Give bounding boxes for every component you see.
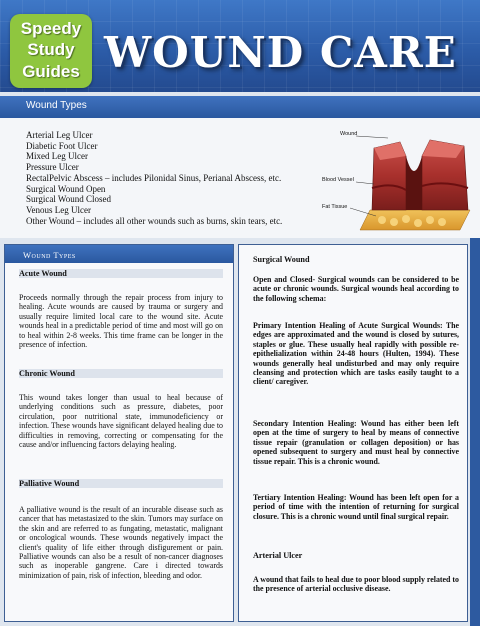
logo-line-1: Speedy (20, 19, 82, 38)
wound-types-overview (0, 96, 480, 238)
surgical-intro-text: Open and Closed- Surgical wounds can be considered to be acute or chronic wounds. Surgical wounds heal according to the following schema: (253, 275, 459, 303)
arterial-ulcer-text: A wound that fails to heal due to poor blood supply related to the presence of arterial occlusive disease. (253, 575, 459, 594)
list-item: Venous Leg Ulcer (26, 204, 91, 215)
surgical-wound-title: Surgical Wound (253, 255, 310, 264)
chronic-wound-text: This wound takes longer than usual to heal because of underlying conditions such as pressure, diabetes, poor circulation, poor nutritional state, immunodeficiency or infection. These wounds have significant delayed healing due to difficulties in removing, correcting or compensating for the cause and/or influencing factors delaying healing. (19, 393, 223, 450)
list-item: Mixed Leg Ulcer (26, 151, 88, 162)
list-item: Surgical Wound Open (26, 183, 106, 194)
page-edge-rail (470, 238, 480, 626)
section-label: Wound Types (26, 100, 87, 111)
label-wound: Wound (340, 131, 358, 137)
primary-intention-text: Primary Intention Healing of Acute Surgical Wounds: The edges are approximated and the wound is closed by sutures, staples or glue. These usually heal rapidly with possible re-epithelialization within 24-48 hours (Hulten, 1994). These wounds generally heal undisturbed and may only require cleansing and protection which are tasks easily taught to a client/ caregiver. (253, 321, 459, 387)
palliative-wound-text: A palliative wound is the result of an incurable disease such as cancer that has metastasized to the skin. Tumors may surface on the skin and are referred to as fungating, metastatic, malignant or oncological wounds. These wounds negatively impact the client's quality of life either through disfigurement or pain. Palliative wounds can also be a result of non-cancer diagnoses such as inoperable gangrene. Care i directed towards minimization of pain, risk of infection, bleeding and odor. (19, 505, 223, 580)
list-item: Surgical Wound Closed (26, 194, 111, 205)
tertiary-intention-text: Tertiary Intention Healing: Wound has been left open for a period of time with the intention of returning for surgical closure. This is a chronic wound until final surgical repair. (253, 493, 459, 521)
arterial-ulcer-title: Arterial Ulcer (253, 551, 303, 560)
wound-types-list (26, 130, 282, 226)
acute-wound-title: Acute Wound (19, 269, 223, 278)
list-item: Other Wound – includes all other wounds such as burns, skin tears, etc. (26, 215, 283, 226)
list-item: Arterial Leg Ulcer (26, 130, 93, 140)
acute-wound-text: Proceeds normally through the repair process from injury to healing. Acute wounds are caused by trauma or surgery and usually require limited local care to the wound site. Acute wounds heal in a predictable period of time and most will go on to heal within 2-8 weeks. This time frame can be longer in the presence of infection. (19, 293, 223, 350)
list-item: Pressure Ulcer (26, 162, 79, 173)
right-column (238, 244, 468, 622)
logo-line-2: Study (27, 40, 75, 59)
chronic-wound-title: Chronic Wound (19, 369, 223, 378)
header-banner (0, 0, 480, 92)
list-item: Diabetic Foot Ulcer (26, 140, 98, 151)
wound-cross-section-illustration (322, 126, 478, 236)
secondary-intention-text: Secondary Intention Healing: Wound has either been left open at the time of surgery to heal by means of connective tissue repair (granulation or collagen deposition) or has opened subsequent to surgery and must heal by connective tissue repair. This is a chronic wound. (253, 419, 459, 466)
label-fat-tissue: Fat Tissue (322, 204, 348, 210)
list-item: RectalPelvic Abscess – includes Pilonidal Sinus, Perianal Abscess, etc. (26, 172, 282, 183)
left-column (4, 244, 234, 622)
column-heading: Wound Types (5, 245, 233, 263)
label-blood-vessel: Blood Vessel (322, 177, 354, 183)
section-bar (0, 96, 480, 118)
logo-line-3: Guides (22, 62, 80, 81)
speedy-study-guides-logo (10, 14, 92, 88)
page-title: WOUND CARE (104, 28, 457, 77)
palliative-wound-title: Palliative Wound (19, 479, 223, 488)
